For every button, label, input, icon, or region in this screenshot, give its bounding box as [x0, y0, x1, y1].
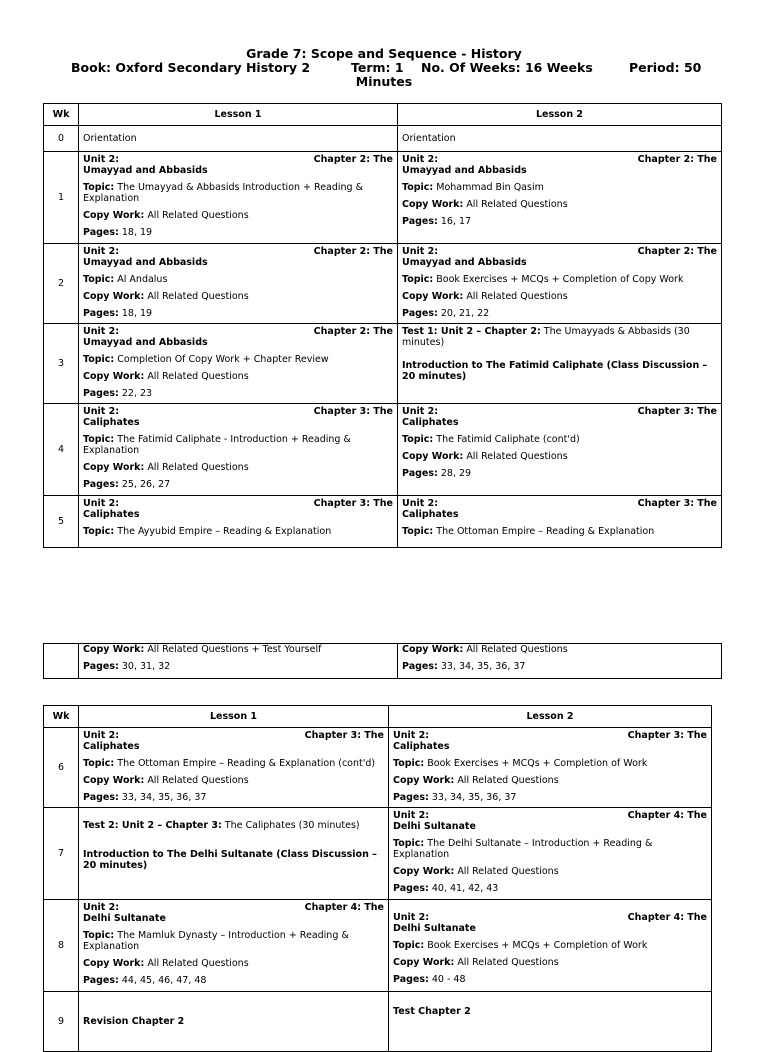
unit-heading: Unit 2: Chapter 3: The: [83, 406, 393, 417]
schedule-table-1: [43, 103, 722, 548]
lesson-cell: [389, 900, 712, 992]
chapter-title: Delhi Sultanate: [83, 913, 166, 924]
chapter-title: Caliphates: [83, 741, 140, 752]
chapter-title: Umayyad and Abbasids: [83, 257, 208, 268]
lesson-cell: [79, 152, 398, 244]
topic-line: Topic: The Mamluk Dynasty – Introduction + Reading & Explanation: [83, 930, 349, 952]
week-number: 4: [44, 404, 79, 496]
topic-line: Topic: Book Exercises + MCQs + Completion of Work: [393, 758, 648, 769]
lesson-cell: [79, 496, 398, 548]
topic-line: Topic: The Fatimid Caliphate - Introduction + Reading & Explanation: [83, 434, 351, 456]
continuation-table: [43, 643, 722, 679]
unit-heading: Unit 2: Chapter 4: The: [83, 902, 384, 913]
chapter-title: Caliphates: [83, 417, 140, 428]
copy-work-line: Copy Work: All Related Questions: [393, 866, 559, 877]
unit-heading: Unit 2: Chapter 3: The: [402, 498, 717, 509]
copy-work-line: Copy Work: All Related Questions: [83, 462, 249, 473]
pages-line: Pages: 28, 29: [402, 468, 472, 479]
lesson2-header: Lesson 2: [389, 706, 712, 728]
period-minutes: Minutes: [355, 74, 413, 89]
table-row: [44, 496, 722, 548]
lesson-cell: [389, 992, 712, 1052]
week-number: 7: [44, 808, 79, 900]
table-row: [44, 152, 722, 244]
pages-line: Pages: 18, 19: [83, 227, 153, 238]
unit-heading: Unit 2: Chapter 2: The: [83, 326, 393, 337]
week-number: 9: [44, 992, 79, 1052]
period-label: Period: 50: [629, 60, 702, 75]
copy-work-line: Copy Work: All Related Questions: [402, 644, 568, 655]
copy-work-line: Copy Work: All Related Questions: [402, 451, 568, 462]
term-label: Term: 1: [351, 60, 404, 75]
table-row: [44, 244, 722, 324]
week-number: 2: [44, 244, 79, 324]
lesson-cell: [79, 244, 398, 324]
lesson-cell: [79, 728, 389, 808]
lesson-cell: [389, 728, 712, 808]
header-info-row: [0, 61, 768, 75]
lesson2-header: Lesson 2: [398, 104, 722, 126]
copy-work-line: Copy Work: All Related Questions: [393, 775, 559, 786]
lesson-cell: [398, 404, 722, 496]
lesson-cell: Orientation: [79, 126, 398, 152]
topic-line: Topic: The Ottoman Empire – Reading & Explanation (cont'd): [83, 758, 376, 769]
copy-work-line: Copy Work: All Related Questions: [83, 210, 249, 221]
schedule-table-2: [43, 705, 712, 1052]
unit-heading: Unit 2: Chapter 4: The: [393, 912, 707, 923]
copy-work-line: Copy Work: All Related Questions: [83, 775, 249, 786]
week-number: 0: [44, 126, 79, 152]
table-header-row: [44, 706, 712, 728]
lesson1-header: Lesson 1: [79, 104, 398, 126]
topic-line: Topic: The Fatimid Caliphate (cont'd): [402, 434, 580, 445]
topic-line: Topic: The Ayyubid Empire – Reading & Explanation: [83, 526, 332, 537]
pages-line: Pages: 22, 23: [83, 388, 153, 399]
unit-heading: Unit 2: Chapter 4: The: [393, 810, 707, 821]
unit-heading: Unit 2: Chapter 3: The: [83, 498, 393, 509]
pages-line: Pages: 33, 34, 35, 36, 37: [393, 792, 517, 803]
table-header-row: [44, 104, 722, 126]
revision-line: Revision Chapter 2: [83, 1016, 185, 1027]
table-row: [44, 324, 722, 404]
unit-heading: Unit 2: Chapter 2: The: [402, 246, 717, 257]
lesson-cell: [398, 152, 722, 244]
document-header: [0, 47, 768, 89]
pages-line: Pages: 18, 19: [83, 308, 153, 319]
week-number: 3: [44, 324, 79, 404]
pages-line: Pages: 30, 31, 32: [83, 661, 171, 672]
table-row: [44, 728, 712, 808]
pages-line: Pages: 16, 17: [402, 216, 472, 227]
test-line: Test Chapter 2: [393, 1006, 471, 1017]
unit-heading: Unit 2: Chapter 2: The: [83, 154, 393, 165]
topic-line: Topic: The Delhi Sultanate – Introduction + Reading & Explanation: [393, 838, 653, 860]
chapter-title: Umayyad and Abbasids: [83, 165, 208, 176]
chapter-title: Delhi Sultanate: [393, 821, 476, 832]
lesson-cell: [398, 496, 722, 548]
table-row: [44, 900, 712, 992]
topic-line: Topic: Al Andalus: [83, 274, 168, 285]
topic-line: Topic: Book Exercises + MCQs + Completion of Work: [393, 940, 648, 951]
week-number: 1: [44, 152, 79, 244]
copy-work-line: Copy Work: All Related Questions: [83, 371, 249, 382]
table-row: [44, 992, 712, 1052]
chapter-title: Umayyad and Abbasids: [402, 165, 527, 176]
topic-line: Topic: The Ottoman Empire – Reading & Explanation: [402, 526, 655, 537]
test-line: Test 1: Unit 2 – Chapter 2: The Umayyads & Abbasids (30 minutes): [402, 326, 690, 348]
unit-heading: Unit 2: Chapter 2: The: [402, 154, 717, 165]
unit-heading: Unit 2: Chapter 3: The: [393, 730, 707, 741]
intro-line: Introduction to The Fatimid Caliphate (Class Discussion – 20 minutes): [402, 360, 708, 382]
book-label: Book: Oxford Secondary History 2: [71, 60, 311, 75]
lesson-cell: [79, 992, 389, 1052]
copy-work-line: Copy Work: All Related Questions: [402, 291, 568, 302]
topic-line: Topic: Mohammad Bin Qasim: [402, 182, 544, 193]
pages-line: Pages: 44, 45, 46, 47, 48: [83, 975, 207, 986]
lesson-cell: [79, 900, 389, 992]
copy-work-line: Copy Work: All Related Questions: [83, 291, 249, 302]
topic-line: Topic: The Umayyad & Abbasids Introduction + Reading & Explanation: [83, 182, 364, 204]
table-row: [44, 808, 712, 900]
lesson-cell: [79, 808, 389, 900]
pages-line: Pages: 25, 26, 27: [83, 479, 171, 490]
week-number: 6: [44, 728, 79, 808]
lesson-cell: Orientation: [398, 126, 722, 152]
wk-header: Wk: [44, 104, 79, 126]
chapter-title: Umayyad and Abbasids: [402, 257, 527, 268]
test-line: Test 2: Unit 2 – Chapter 3: The Caliphates (30 minutes): [83, 820, 360, 831]
lesson-cell: [79, 644, 398, 679]
lesson1-header: Lesson 1: [79, 706, 389, 728]
pages-line: Pages: 33, 34, 35, 36, 37: [402, 661, 526, 672]
page-title: Grade 7: Scope and Sequence - History: [246, 46, 522, 61]
table-row: [44, 404, 722, 496]
pages-line: Pages: 33, 34, 35, 36, 37: [83, 792, 207, 803]
pages-line: Pages: 20, 21, 22: [402, 308, 490, 319]
pages-line: Pages: 40 - 48: [393, 974, 466, 985]
unit-heading: Unit 2: Chapter 2: The: [83, 246, 393, 257]
week-number: 5: [44, 496, 79, 548]
unit-heading: Unit 2: Chapter 3: The: [83, 730, 384, 741]
topic-line: Topic: Completion Of Copy Work + Chapter Review: [83, 354, 329, 365]
lesson-cell: [79, 404, 398, 496]
lesson-cell: [398, 324, 722, 404]
lesson-cell: [389, 808, 712, 900]
copy-work-line: Copy Work: All Related Questions: [83, 958, 249, 969]
wk-header: Wk: [44, 706, 79, 728]
chapter-title: Caliphates: [402, 509, 459, 520]
weeks-label: No. Of Weeks: 16 Weeks: [421, 60, 593, 75]
unit-heading: Unit 2: Chapter 3: The: [402, 406, 717, 417]
table-row: [44, 126, 722, 152]
lesson-cell: [398, 644, 722, 679]
lesson-cell: [398, 244, 722, 324]
copy-work-line: Copy Work: All Related Questions: [402, 199, 568, 210]
copy-work-line: Copy Work: All Related Questions: [393, 957, 559, 968]
topic-line: Topic: Book Exercises + MCQs + Completion of Copy Work: [402, 274, 684, 285]
chapter-title: Caliphates: [83, 509, 140, 520]
chapter-title: Caliphates: [393, 741, 450, 752]
lesson-cell: [79, 324, 398, 404]
wk-cell-empty: [44, 644, 79, 679]
table-row: [44, 644, 722, 679]
chapter-title: Caliphates: [402, 417, 459, 428]
intro-line: Introduction to The Delhi Sultanate (Class Discussion – 20 minutes): [83, 849, 377, 871]
copy-work-line: Copy Work: All Related Questions + Test Yourself: [83, 644, 322, 655]
week-number: 8: [44, 900, 79, 992]
chapter-title: Delhi Sultanate: [393, 923, 476, 934]
chapter-title: Umayyad and Abbasids: [83, 337, 208, 348]
pages-line: Pages: 40, 41, 42, 43: [393, 883, 499, 894]
